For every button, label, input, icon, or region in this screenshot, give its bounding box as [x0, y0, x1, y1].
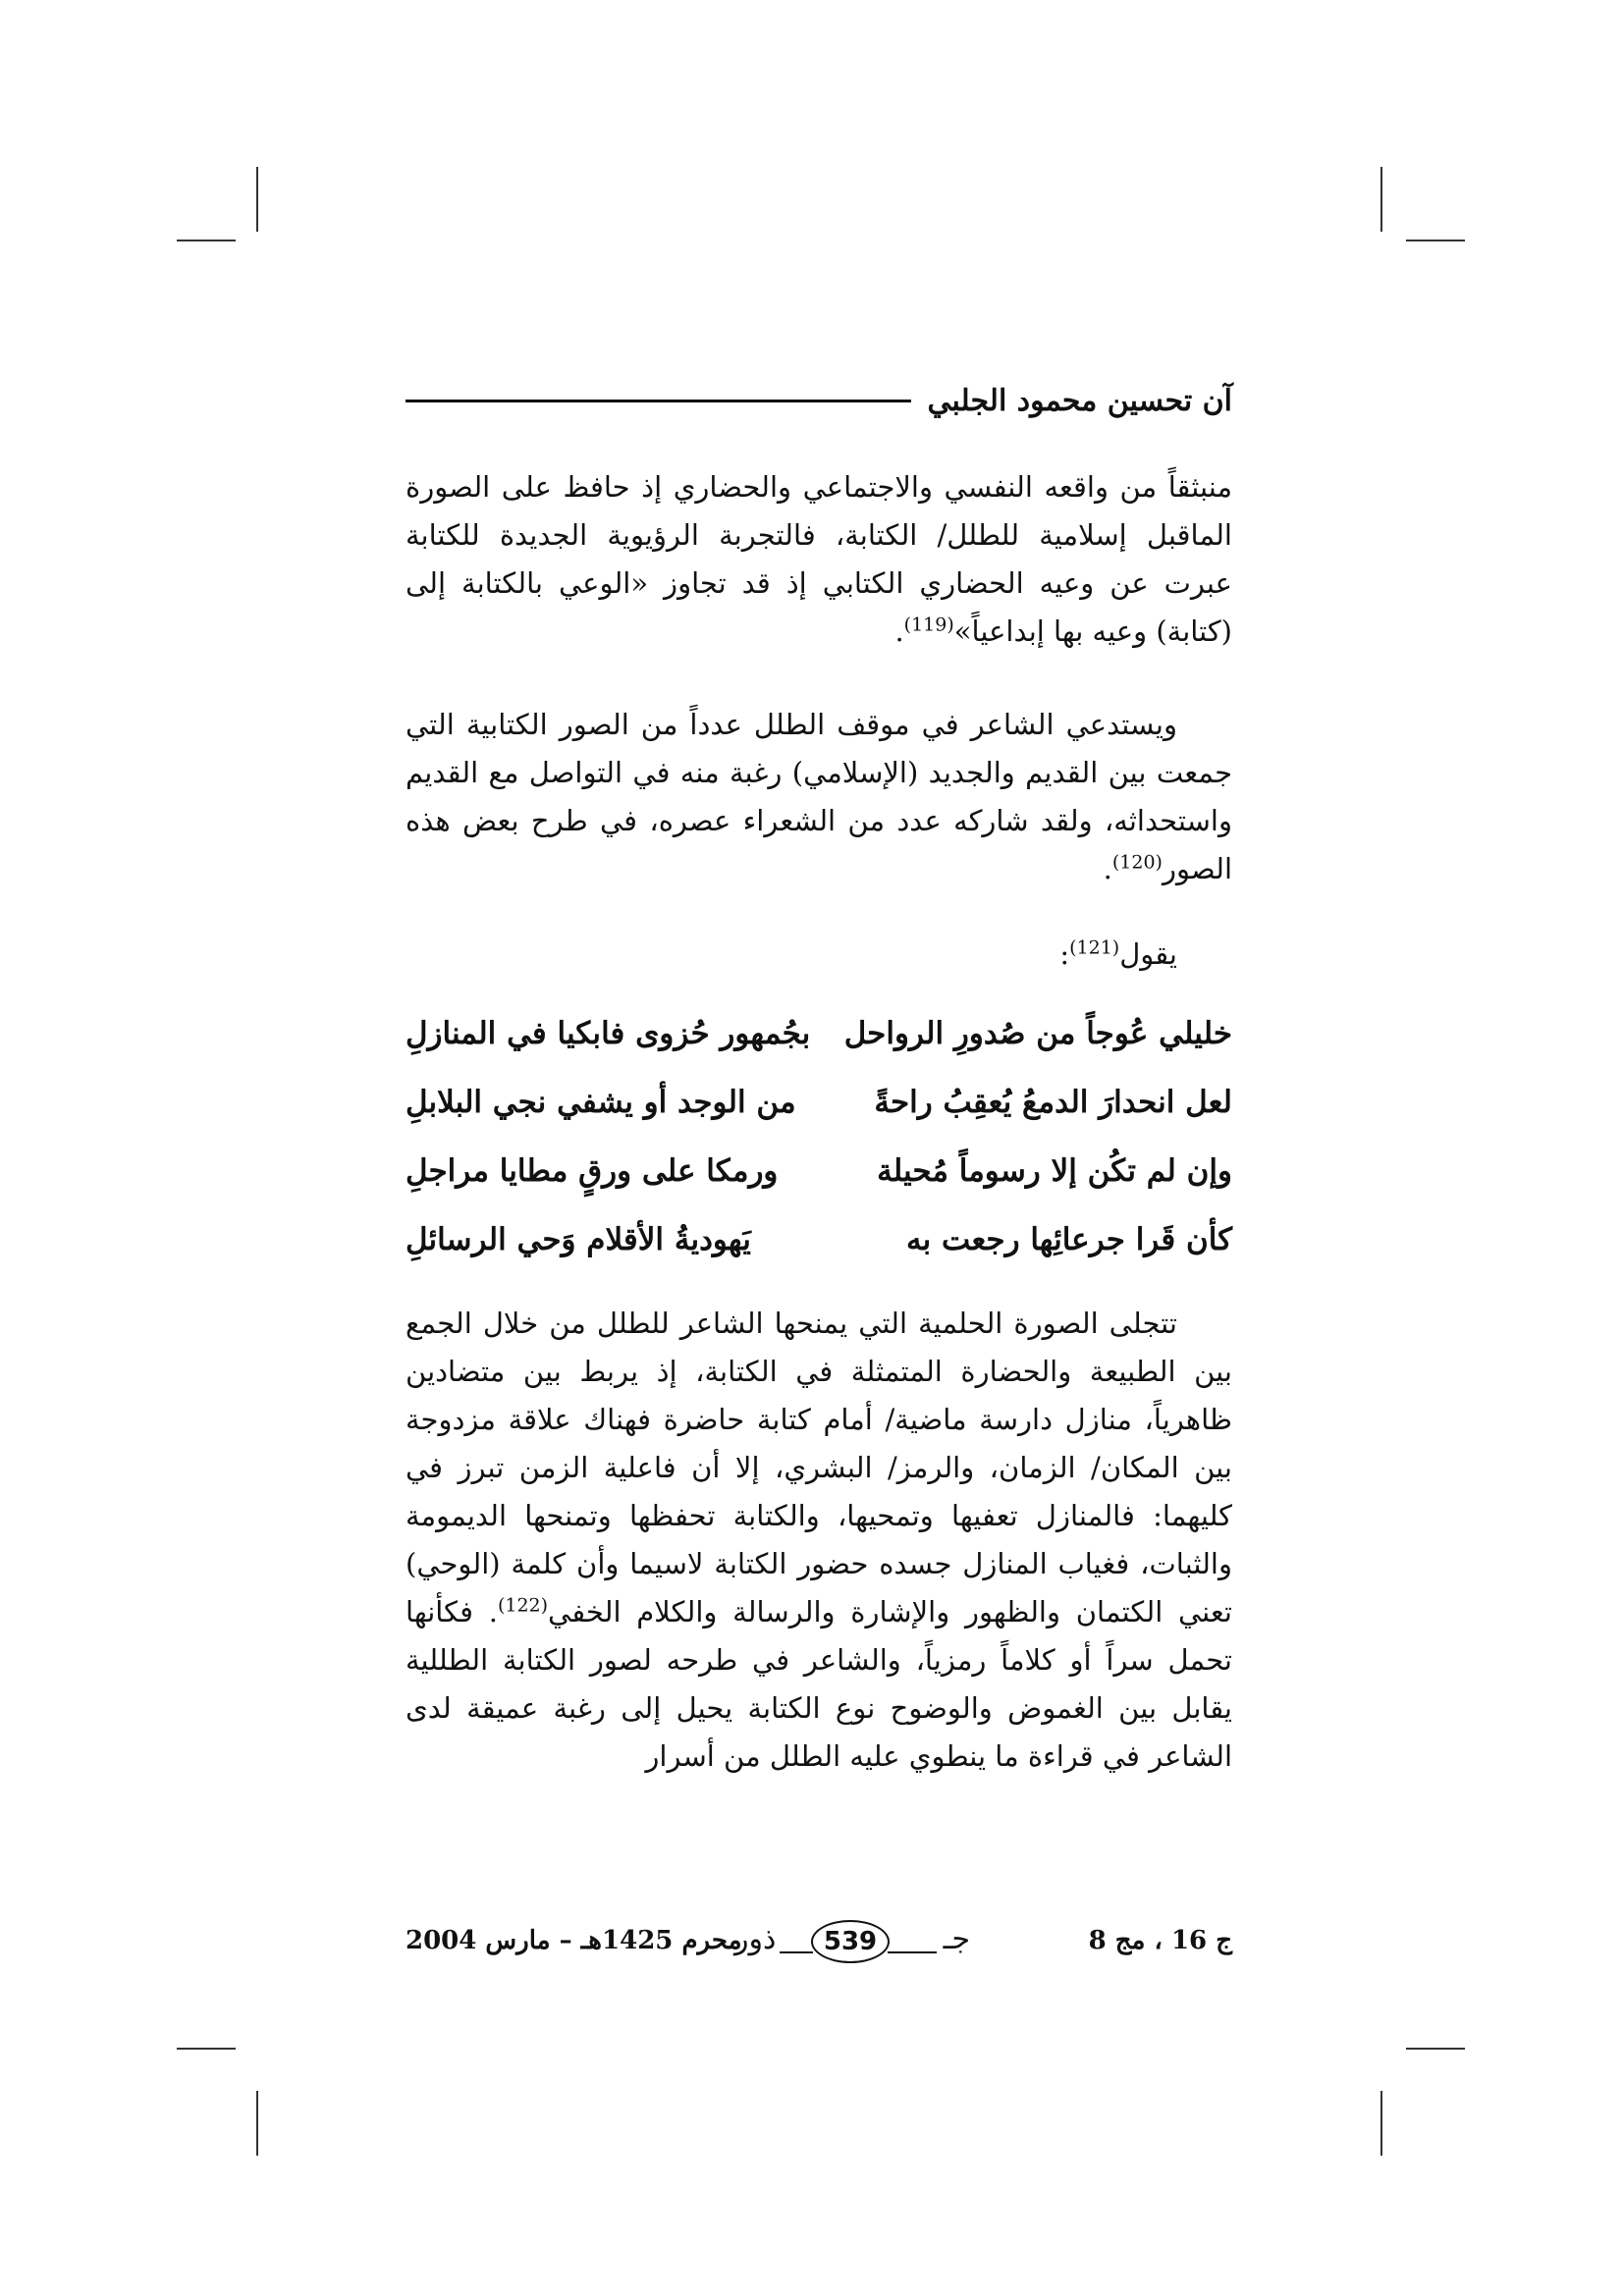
punctuation: : — [1059, 937, 1070, 971]
header-rule — [406, 400, 911, 402]
crop-mark — [1406, 240, 1465, 241]
paragraph-2 — [406, 701, 1232, 893]
issue-date: محرم 1425هـ – مارس 2004 — [406, 1926, 742, 1955]
crop-mark — [256, 2091, 258, 2156]
crop-mark — [256, 167, 258, 232]
journal-name-right: جـ — [943, 1922, 970, 1956]
paragraph-text: ويستدعي الشاعر في موقف الطلل عدداً من الصور الكتابية التي جمعت بين القديم والجديد (الإسلامي) رغبة منه في التواصل مع القديم واستحداثه، ولقد شاركه عدد من الشعراء عصره، في طرح بعض هذه الصور — [406, 708, 1232, 885]
running-header — [406, 371, 1232, 430]
verse-intro — [406, 931, 1232, 979]
verse-first-hemistich: لعل انحدارَ الدمعُ يُعقِبُ راحةً — [874, 1085, 1232, 1120]
masthead-rule — [780, 1951, 813, 1953]
crop-mark — [1406, 2048, 1465, 2050]
verse-first-hemistich: وإن لم تكُن إلا رسوماً مُحيلة — [877, 1153, 1232, 1189]
verse-first-hemistich: كأن قَرا جرعائِها رجعت به — [905, 1222, 1232, 1257]
verse-second-hemistich: ورمكا على ورقٍ مطايا مراجلِ — [406, 1153, 779, 1189]
verse-line — [406, 1068, 1232, 1137]
verse-line — [406, 999, 1232, 1068]
paragraph-text: . فكأنها تحمل سراً أو كلاماً رمزياً، والشاعر في طرحه لصور الكتابة الطللية يقابل بين الغموض والوضوح نوع الكتابة يحيل إلى رغبة عميقة لدى الشاعر في قراءة ما ينطوي عليه الطلل من أسرار — [406, 1595, 1233, 1773]
punctuation: . — [894, 614, 904, 648]
verse-second-hemistich: من الوجد أو يشفي نجي البلابلِ — [406, 1085, 796, 1120]
paragraph-text: منبثقاً من واقعه النفسي والاجتماعي والحضاري إذ حافظ على الصورة الماقبل إسلامية للطلل/ الكتابة، فالتجربة الرؤيوية الجديدة للكتابة عبرت عن وعيه الحضاري الكتابي إذ قد تجاوز «الوعي بالكتابة إلى (كتابة) وعيه بها إبداعياً» — [406, 470, 1232, 648]
journal-name-left: ذور — [734, 1922, 777, 1956]
poem — [406, 999, 1232, 1274]
journal-masthead — [734, 1916, 970, 1971]
author-name: آن تحسين محمود الجلبي — [927, 383, 1232, 418]
footnote-ref: (121) — [1069, 936, 1120, 959]
punctuation: . — [1103, 852, 1112, 885]
crop-mark — [177, 240, 236, 241]
crop-mark — [1380, 167, 1382, 232]
paragraph-text: تتجلى الصورة الحلمية التي يمنحها الشاعر للطلل من خلال الجمع بين الطبيعة والحضارة المتمثلة في الكتابة، إذ يربط بين متضادين ظاهرياً، منازل دارسة ماضية/ أمام كتابة حاضرة فهناك علاقة مزدوجة بين المكان/ الزمان، والرمز/ البشري، إلا أن فاعلية الزمن تبرز في كليهما: فالمنازل تعفيها وتمحيها، والكتابة تحفظها وتمنحها الديمومة والثبات، فغياب المنازل جسده حضور الكتابة لاسيما وأن كلمة (الوحي) تعني الكتمان والظهور والإشارة والرسالة والكلام الخفي — [406, 1307, 1232, 1629]
page-footer — [406, 1916, 1232, 1975]
paragraph-1 — [406, 463, 1232, 656]
footnote-ref: (120) — [1111, 851, 1163, 874]
verse-first-hemistich: خليلي عُوجاً من صُدورِ الرواحل — [843, 1016, 1232, 1051]
crop-mark — [177, 2048, 236, 2050]
masthead-rule — [888, 1951, 937, 1953]
paragraph-4 — [406, 1300, 1232, 1781]
paragraph-text: يقول — [1119, 937, 1177, 971]
verse-line — [406, 1137, 1232, 1205]
page-number: 539 — [811, 1920, 890, 1963]
verse-second-hemistich: بجُمهور حُزوى فابكيا في المنازلِ — [406, 1016, 811, 1051]
footnote-ref: (122) — [497, 1594, 549, 1617]
footnote-ref: (119) — [903, 614, 954, 636]
verse-line — [406, 1205, 1232, 1274]
issue-info: ج 16 ، مج 8 — [1088, 1926, 1232, 1955]
crop-mark — [1380, 2091, 1382, 2156]
verse-second-hemistich: يَهوديةُ الأقلام وَحي الرسائلِ — [406, 1222, 751, 1257]
